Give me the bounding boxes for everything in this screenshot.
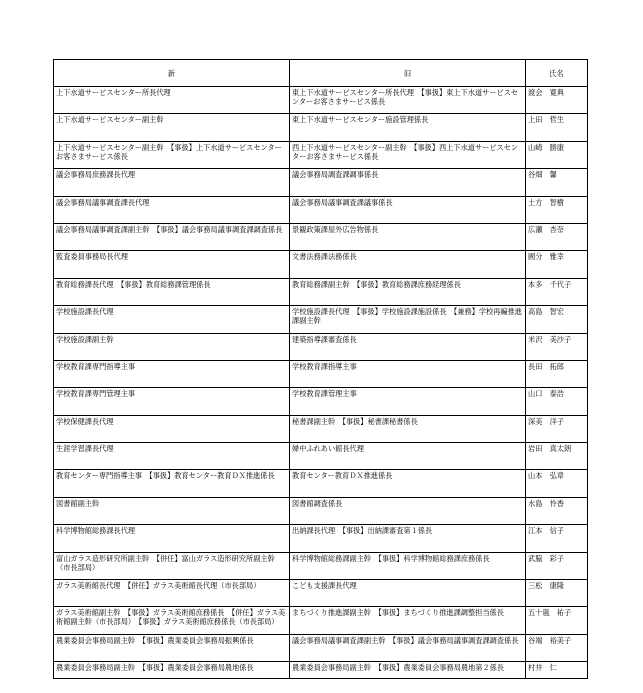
table-header-row xyxy=(54,60,588,87)
cell-old-position: まちづくり推進課副主幹 【事扱】まちづくり推進課調整担当係長 xyxy=(290,607,526,634)
cell-old-position: 出納課長代理 【事扱】出納課審査第１係長 xyxy=(290,525,526,552)
cell-old-position: 文書法務課法務係長 xyxy=(290,251,526,278)
cell-new-position: 農業委員会事務局副主幹 【事扱】農業委員会事務局農地係長 xyxy=(54,662,290,679)
table-row xyxy=(54,443,588,470)
cell-name: 國分 雅幸 xyxy=(526,251,588,278)
table-row xyxy=(54,333,588,360)
table-row xyxy=(54,360,588,387)
cell-new-position: 監査委員事務局長代理 xyxy=(54,251,290,278)
cell-old-position: 東上下水道サービスセンター所長代理 【事扱】東上下水道サービスセンターお客さまサービス係長 xyxy=(290,87,526,114)
cell-old-position: 学校教育課指導主事 xyxy=(290,360,526,387)
cell-new-position: 富山ガラス造形研究所副主幹 【併任】富山ガラス造形研究所副主幹（市長部局） xyxy=(54,552,290,579)
cell-name: 土方 智樹 xyxy=(526,196,588,223)
table-row xyxy=(54,141,588,168)
table-row xyxy=(54,415,588,442)
table-row xyxy=(54,306,588,333)
table-row xyxy=(54,662,588,679)
cell-new-position: ガラス美術館副主幹 【事扱】ガラス美術館庶務係長 【併任】ガラス美術館副主幹（市長部局） 【事扱】ガラス美術館庶務係長（市長部局） xyxy=(54,607,290,634)
cell-name: 岩田 真太朗 xyxy=(526,443,588,470)
cell-name: 三松 康隆 xyxy=(526,580,588,607)
table-row xyxy=(54,497,588,524)
cell-name: 江本 信子 xyxy=(526,525,588,552)
cell-name: 米沢 美沙子 xyxy=(526,333,588,360)
cell-new-position: 教育センター専門指導主事 【事扱】教育センター教育ＤＸ推進係長 xyxy=(54,470,290,497)
cell-new-position: 教育総務課長代理 【事扱】教育総務課管理係長 xyxy=(54,278,290,305)
header-name: 氏名 xyxy=(526,60,588,87)
cell-new-position: 学校保健課長代理 xyxy=(54,415,290,442)
cell-old-position: 議会事務局調査課調事係長 xyxy=(290,169,526,196)
cell-old-position: 婦中ふれあい館長代理 xyxy=(290,443,526,470)
cell-old-position: 学校教育課管理主事 xyxy=(290,388,526,415)
cell-name: 高島 智宏 xyxy=(526,306,588,333)
cell-new-position: 議会事務局議事調査課長代理 xyxy=(54,196,290,223)
cell-name: 水島 怜香 xyxy=(526,497,588,524)
table-row xyxy=(54,114,588,141)
table-row xyxy=(54,278,588,305)
table-row xyxy=(54,87,588,114)
cell-name: 山崎 勝康 xyxy=(526,141,588,168)
cell-old-position: 東上下水道サービスセンター施設管理係長 xyxy=(290,114,526,141)
table-row xyxy=(54,470,588,497)
cell-new-position: 図書館副主幹 xyxy=(54,497,290,524)
table-row xyxy=(54,580,588,607)
cell-name: 谷端 裕美子 xyxy=(526,634,588,661)
table-row xyxy=(54,196,588,223)
cell-new-position: 学校施設課長代理 xyxy=(54,306,290,333)
cell-new-position: ガラス美術館長代理 【併任】ガラス美術館長代理（市長部局） xyxy=(54,580,290,607)
table-row xyxy=(54,251,588,278)
cell-new-position: 科学博物館総務課長代理 xyxy=(54,525,290,552)
cell-old-position: 図書館調査係長 xyxy=(290,497,526,524)
cell-name: 谷畑 馨 xyxy=(526,169,588,196)
cell-name: 長田 拓郎 xyxy=(526,360,588,387)
cell-new-position: 議会事務局議事調査課副主幹 【事扱】議会事務局議事調査課調査係長 xyxy=(54,223,290,250)
cell-new-position: 学校施設課副主幹 xyxy=(54,333,290,360)
cell-name: 山本 弘章 xyxy=(526,470,588,497)
cell-name: 山口 泰浩 xyxy=(526,388,588,415)
table-row xyxy=(54,634,588,661)
table-row xyxy=(54,169,588,196)
table-row xyxy=(54,388,588,415)
cell-old-position: 西上下水道サービスセンター副主幹 【事扱】西上下水道サービスセンターお客さまサービス係長 xyxy=(290,141,526,168)
cell-old-position: 科学博物館総務課副主幹 【事扱】科学博物館総務課庶務係長 xyxy=(290,552,526,579)
cell-old-position: 議会事務局議事調査課副主幹 【事扱】議会事務局議事調査課調査係長 xyxy=(290,634,526,661)
header-old: 旧 xyxy=(290,60,526,87)
cell-name: 深美 洋子 xyxy=(526,415,588,442)
cell-old-position: 教育総務課副主幹 【事扱】教育総務課庶務経理係長 xyxy=(290,278,526,305)
cell-old-position: 教育センター教育ＤＸ推進係長 xyxy=(290,470,526,497)
cell-name: 武脇 彩子 xyxy=(526,552,588,579)
cell-old-position: こども支援課長代理 xyxy=(290,580,526,607)
cell-old-position: 議会事務局議事調査課議事係長 xyxy=(290,196,526,223)
table-row xyxy=(54,223,588,250)
cell-new-position: 学校教育課専門管理主事 xyxy=(54,388,290,415)
cell-old-position: 建築指導課審査係長 xyxy=(290,333,526,360)
table-row xyxy=(54,607,588,634)
cell-old-position: 学校施設課長代理 【事扱】学校施設課施設係長 【兼務】学校再編推進課副主幹 xyxy=(290,306,526,333)
cell-new-position: 学校教育課専門指導主事 xyxy=(54,360,290,387)
personnel-table xyxy=(53,59,588,679)
cell-new-position: 議会事務局庶務課長代理 xyxy=(54,169,290,196)
cell-new-position: 上下水道サービスセンター副主幹 xyxy=(54,114,290,141)
header-new: 新 xyxy=(54,60,290,87)
cell-new-position: 農業委員会事務局副主幹 【事扱】農業委員会事務局振興係長 xyxy=(54,634,290,661)
cell-name: 上田 哲生 xyxy=(526,114,588,141)
cell-name: 広瀬 杏奈 xyxy=(526,223,588,250)
table-row xyxy=(54,552,588,579)
cell-new-position: 上下水道サービスセンター所長代理 xyxy=(54,87,290,114)
cell-old-position: 農業委員会事務局副主幹 【事扱】農業委員会事務局農地第２係長 xyxy=(290,662,526,679)
cell-name: 本多 千代子 xyxy=(526,278,588,305)
cell-new-position: 上下水道サービスセンター副主幹 【事扱】上下水道サービスセンターお客さまサービス係長 xyxy=(54,141,290,168)
table-row xyxy=(54,525,588,552)
cell-name: 五十嵐 祐子 xyxy=(526,607,588,634)
cell-old-position: 秘書課副主幹 【事扱】秘書課秘書係長 xyxy=(290,415,526,442)
cell-name: 渡会 寛典 xyxy=(526,87,588,114)
cell-new-position: 生涯学習課長代理 xyxy=(54,443,290,470)
cell-name: 村井 仁 xyxy=(526,662,588,679)
cell-old-position: 景観政策課屋外広告物係長 xyxy=(290,223,526,250)
